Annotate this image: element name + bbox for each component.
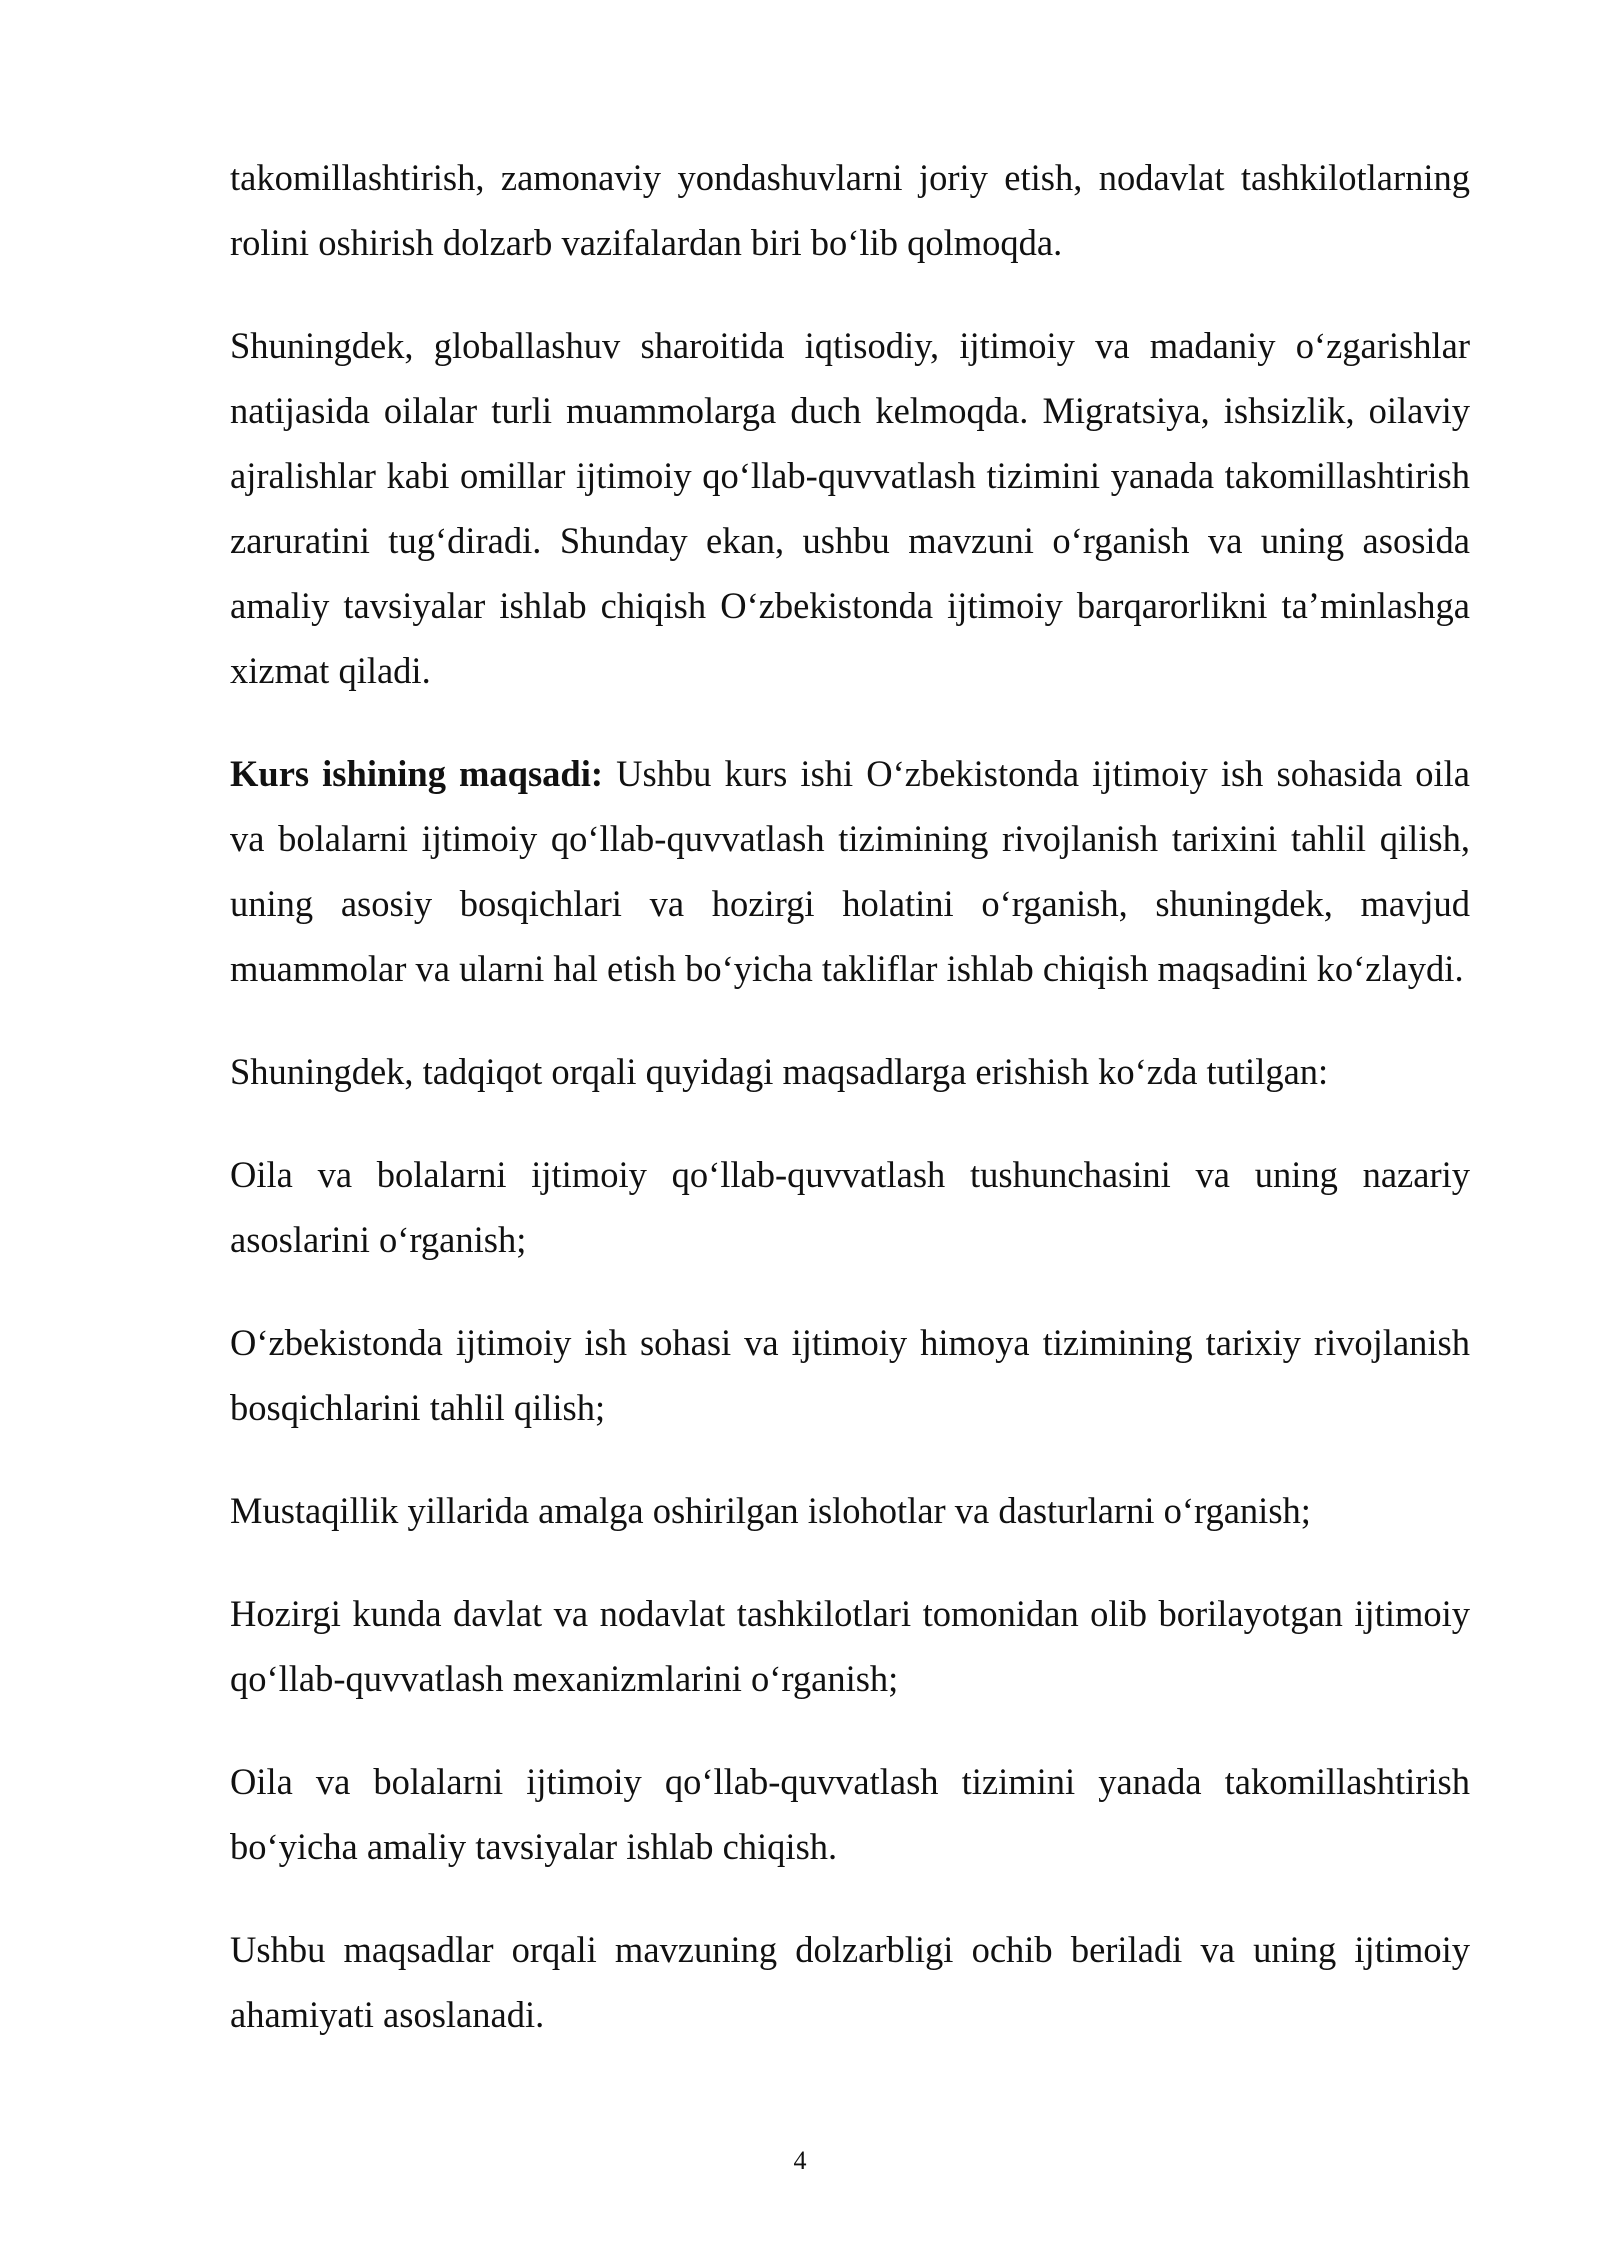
goal-item [230,1749,1470,1879]
paragraph-text: O‘zbekistonda ijtimoiy ish sohasi va ijtimoiy himoya tizimining tarixiy rivojlanish bosqichlarini tahlil qilish; [230,1322,1470,1428]
course-goal-heading: Kurs ishining maqsadi: [230,753,604,794]
paragraph-text: takomillashtirish, zamonaviy yondashuvlarni joriy etish, nodavlat tashkilotlarning rolini oshirish dolzarb vazifalardan biri bo‘lib qolmoqda. [230,157,1470,263]
paragraph-text: Shuningdek, tadqiqot orqali quyidagi maqsadlarga erishish ko‘zda tutilgan: [230,1051,1329,1092]
paragraph-goals-intro [230,1039,1470,1104]
goal-item [230,1478,1470,1543]
paragraph-text: Hozirgi kunda davlat va nodavlat tashkilotlari tomonidan olib borilayotgan ijtimoiy qo‘llab-quvvatlash mexanizmlarini o‘rganish; [230,1593,1470,1699]
paragraph-text: Ushbu maqsadlar orqali mavzuning dolzarbligi ochib beriladi va uning ijtimoiy ahamiyati asoslanadi. [230,1929,1470,2035]
paragraph-text: Oila va bolalarni ijtimoiy qo‘llab-quvvatlash tizimini yanada takomillashtirish bo‘yicha amaliy tavsiyalar ishlab chiqish. [230,1761,1470,1867]
paragraph-continuation [230,145,1470,275]
paragraph-text: Oila va bolalarni ijtimoiy qo‘llab-quvvatlash tushunchasini va uning nazariy asoslarini o‘rganish; [230,1154,1470,1260]
page-number: 4 [793,2146,807,2175]
paragraph-text: Mustaqillik yillarida amalga oshirilgan islohotlar va dasturlarni o‘rganish; [230,1490,1311,1531]
goal-item [230,1310,1470,1440]
goal-item [230,1581,1470,1711]
page-body [230,145,1470,2047]
paragraph-conclusion [230,1917,1470,2047]
paragraph-text: Shuningdek, globallashuv sharoitida iqtisodiy, ijtimoiy va madaniy o‘zgarishlar natijasida oilalar turli muammolarga duch kelmoqda. Migratsiya, ishsizlik, oilaviy ajralishlar kabi omillar ijtimoiy qo‘llab-quvvatlash tizimini yanada takomillashtirish zaruratini tug‘diradi. Shunday ekan, ushbu mavzuni o‘rganish va uning asosida amaliy tavsiyalar ishlab chiqish O‘zbekistonda ijtimoiy barqarorlikni ta’minlashga xizmat qiladi. [230,325,1470,691]
paragraph-course-goal [230,741,1470,1001]
goal-item [230,1142,1470,1272]
paragraph-text: Ushbu kurs ishi O‘zbekistonda ijtimoiy ish sohasida oila va bolalarni ijtimoiy qo‘llab-quvvatlash tizimining rivojlanish tarixini tahlil qilish, uning asosiy bosqichlari va hozirgi holatini o‘rganish, shuningdek, mavjud muammolar va ularni hal etish bo‘yicha takliflar ishlab chiqish maqsadini ko‘zlaydi. [230,753,1471,989]
paragraph-globalization [230,313,1470,703]
